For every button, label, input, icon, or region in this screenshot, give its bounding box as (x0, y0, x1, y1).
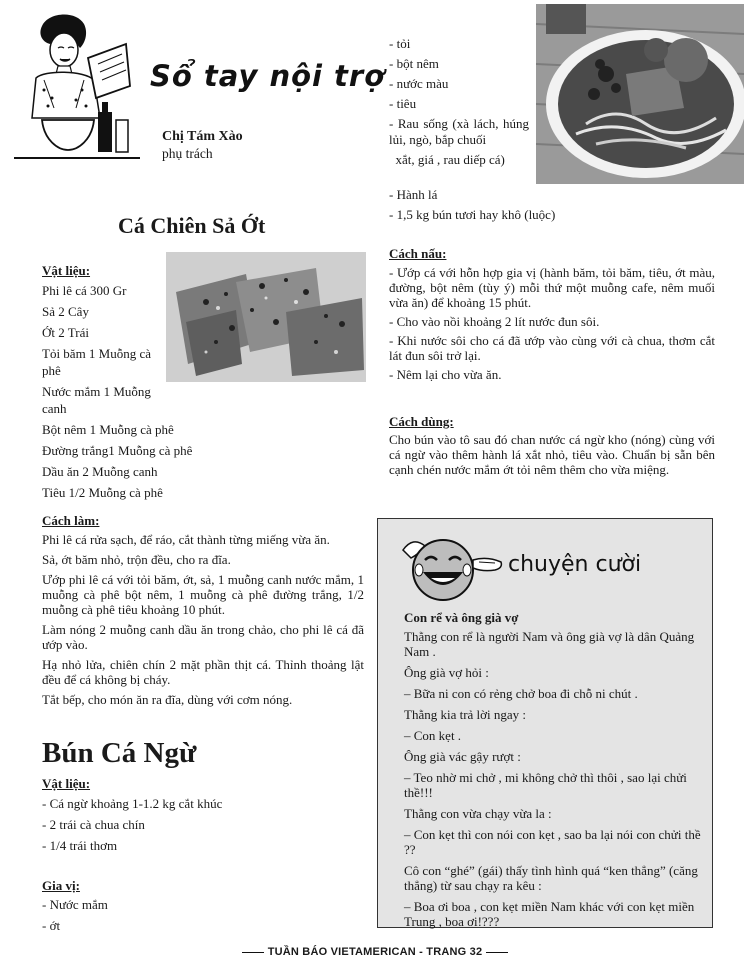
joke-line: – Boa ơi boa , con kẹt miền Nam khác với con kẹt miền Trung , boa ơi!??? (404, 899, 695, 929)
list-item: Tiêu 1/2 Muỗng cà phê (42, 485, 163, 500)
list-item: Nước mắm 1 Muỗng canh (42, 384, 151, 416)
recipe-title: Bún Cá Ngừ (42, 737, 197, 769)
list-item: - Nêm lại cho vừa ăn. (389, 367, 502, 382)
joke-line: Thằng con vừa chạy vừa la : (404, 806, 552, 821)
joke-line: Ông già vác gậy rượt : (404, 749, 521, 764)
joke-title: Con rể và ông già vợ (404, 610, 519, 625)
footer-rule (242, 952, 264, 953)
joke-label: chuyện cười (508, 552, 642, 577)
laughing-face-icon (397, 530, 507, 602)
joke-line: – Con kẹt . (404, 728, 462, 743)
joke-line: Cô con “ghé” (gái) thấy tình hình quá “ken thẳng” (căng thẳng) từ sau chạy ra kêu : (404, 863, 698, 893)
list-item: - Khi nước sôi cho cá đã ướp vào cùng với cà chua, thơm cắt lát đun sôi trở lại. (389, 333, 715, 363)
cooking-steps (389, 265, 715, 386)
spices-list-continued-2 (389, 187, 719, 227)
recipe-title: Cá Chiên Sả Ớt (118, 213, 266, 238)
list-item: Làm nóng 2 muỗng canh dầu ăn trong chảo, cho phi lê cá đã ướp vào. (42, 622, 364, 652)
method-heading: Cách làm: (42, 513, 100, 528)
list-item: - 2 trái cà chua chín (42, 817, 145, 832)
ingredients-list (42, 795, 342, 858)
list-item: Sả, ớt băm nhỏ, trộn đều, cho ra đĩa. (42, 552, 231, 567)
column-title: Sổ tay nội trợ (150, 59, 386, 93)
list-item: Hạ nhỏ lửa, chiên chín 2 mặt phần thịt cá. Thỉnh thoảng lật đều để cá không bị cháy. (42, 657, 364, 687)
list-item: Sả 2 Cây (42, 304, 89, 319)
list-item: Ớt 2 Trái (42, 325, 89, 340)
serving-text: Cho bún vào tô sau đó chan nước cá ngừ kho (nóng) cùng với cá ngừ vào thêm hành lá xắt nhỏ, tiêu vào. Chuẩn bị sẵn bên cạnh chén nước mắm ớt tỏi nêm thêm cho vừa miệng. (389, 432, 715, 477)
list-item: Dầu ăn 2 Muỗng canh (42, 464, 158, 479)
list-item: - 1,5 kg bún tươi hay khô (luộc) (389, 207, 556, 222)
housewife-illustration (14, 8, 142, 160)
list-item: Phi lê cá 300 Gr (42, 283, 127, 298)
list-item: - Hành lá (389, 187, 438, 202)
list-item: Phi lê cá rửa sạch, để ráo, cắt thành từng miếng vừa ăn. (42, 532, 330, 547)
list-item: xắt, giá , rau diếp cá) (389, 152, 505, 167)
spices-list (42, 896, 342, 938)
joke-line: – Teo nhờ mi chở , mi không chở thì thôi , sao lại chửi thề!!! (404, 770, 687, 800)
joke-line: Ông già vợ hỏi : (404, 665, 489, 680)
list-item: Đường trắng1 Muỗng cà phê (42, 443, 193, 458)
list-item: - Ướp cá với hỗn hợp gia vị (hành băm, tỏi băm, tiêu, ớt màu, đường, bột nêm (tùy ý) mỗi thứ một muỗng cafe, nêm muối vừa ăn) để khoảng 15 phút. (389, 265, 715, 310)
list-item: - ớt (42, 918, 61, 933)
joke-line: Thằng kia trả lời ngay : (404, 707, 527, 722)
spices-list-continued (389, 36, 529, 172)
joke-line: – Bữa ni con có rẻng chở boa đi chỗ ni chút . (404, 686, 638, 701)
list-item: - Rau sống (xà lách, húng lủi, ngò, bắp chuối (389, 116, 529, 147)
method-list (42, 532, 364, 712)
list-item: Tỏi băm 1 Muỗng cà phê (42, 346, 152, 378)
list-item: - Nước mắm (42, 897, 108, 912)
footer-rule (486, 952, 508, 953)
spices-heading: Gia vị: (42, 878, 80, 893)
author-role: phụ trách (162, 146, 213, 161)
joke-text (404, 629, 704, 935)
list-item: Tắt bếp, cho món ăn ra đĩa, dùng với cơm nóng. (42, 692, 293, 707)
list-item: - nước màu (389, 76, 449, 91)
list-item: - Cho vào nồi khoảng 2 lít nước đun sôi. (389, 314, 600, 329)
ingredients-list (42, 282, 212, 505)
cooking-heading: Cách nấu: (389, 246, 447, 261)
ingredients-heading: Vật liệu: (42, 776, 91, 791)
list-item: - bột nêm (389, 56, 439, 71)
page-footer (0, 945, 750, 959)
list-item: Ướp phi lê cá với tỏi băm, ớt, sả, 1 muỗng canh nước mắm, 1 muỗng cà phê bột nêm, 1 muỗng cà phê đường trắng, 1/2 muỗng cà phê tiêu khoảng 10 phút. (42, 572, 364, 617)
list-item: - tiêu (389, 96, 417, 111)
list-item: - tỏi (389, 36, 411, 51)
joke-line: – Con kẹt thì con nói con kẹt , sao ba lại nói con chửi thề ?? (404, 827, 701, 857)
joke-line: Thằng con rể là người Nam và ông già vợ là dân Quảng Nam . (404, 629, 695, 659)
list-item: - Cá ngừ khoảng 1-1.2 kg cắt khúc (42, 796, 223, 811)
tuna-noodle-soup-photo (536, 4, 744, 184)
ingredients-heading: Vật liệu: (42, 263, 91, 278)
serving-heading: Cách dùng: (389, 414, 454, 429)
list-item: Bột nêm 1 Muỗng cà phê (42, 422, 174, 437)
list-item: - 1/4 trái thơm (42, 838, 118, 853)
footer-text: TUẦN BÁO VIETAMERICAN - TRANG 32 (267, 946, 483, 958)
author-name: Chị Tám Xào (162, 129, 243, 144)
